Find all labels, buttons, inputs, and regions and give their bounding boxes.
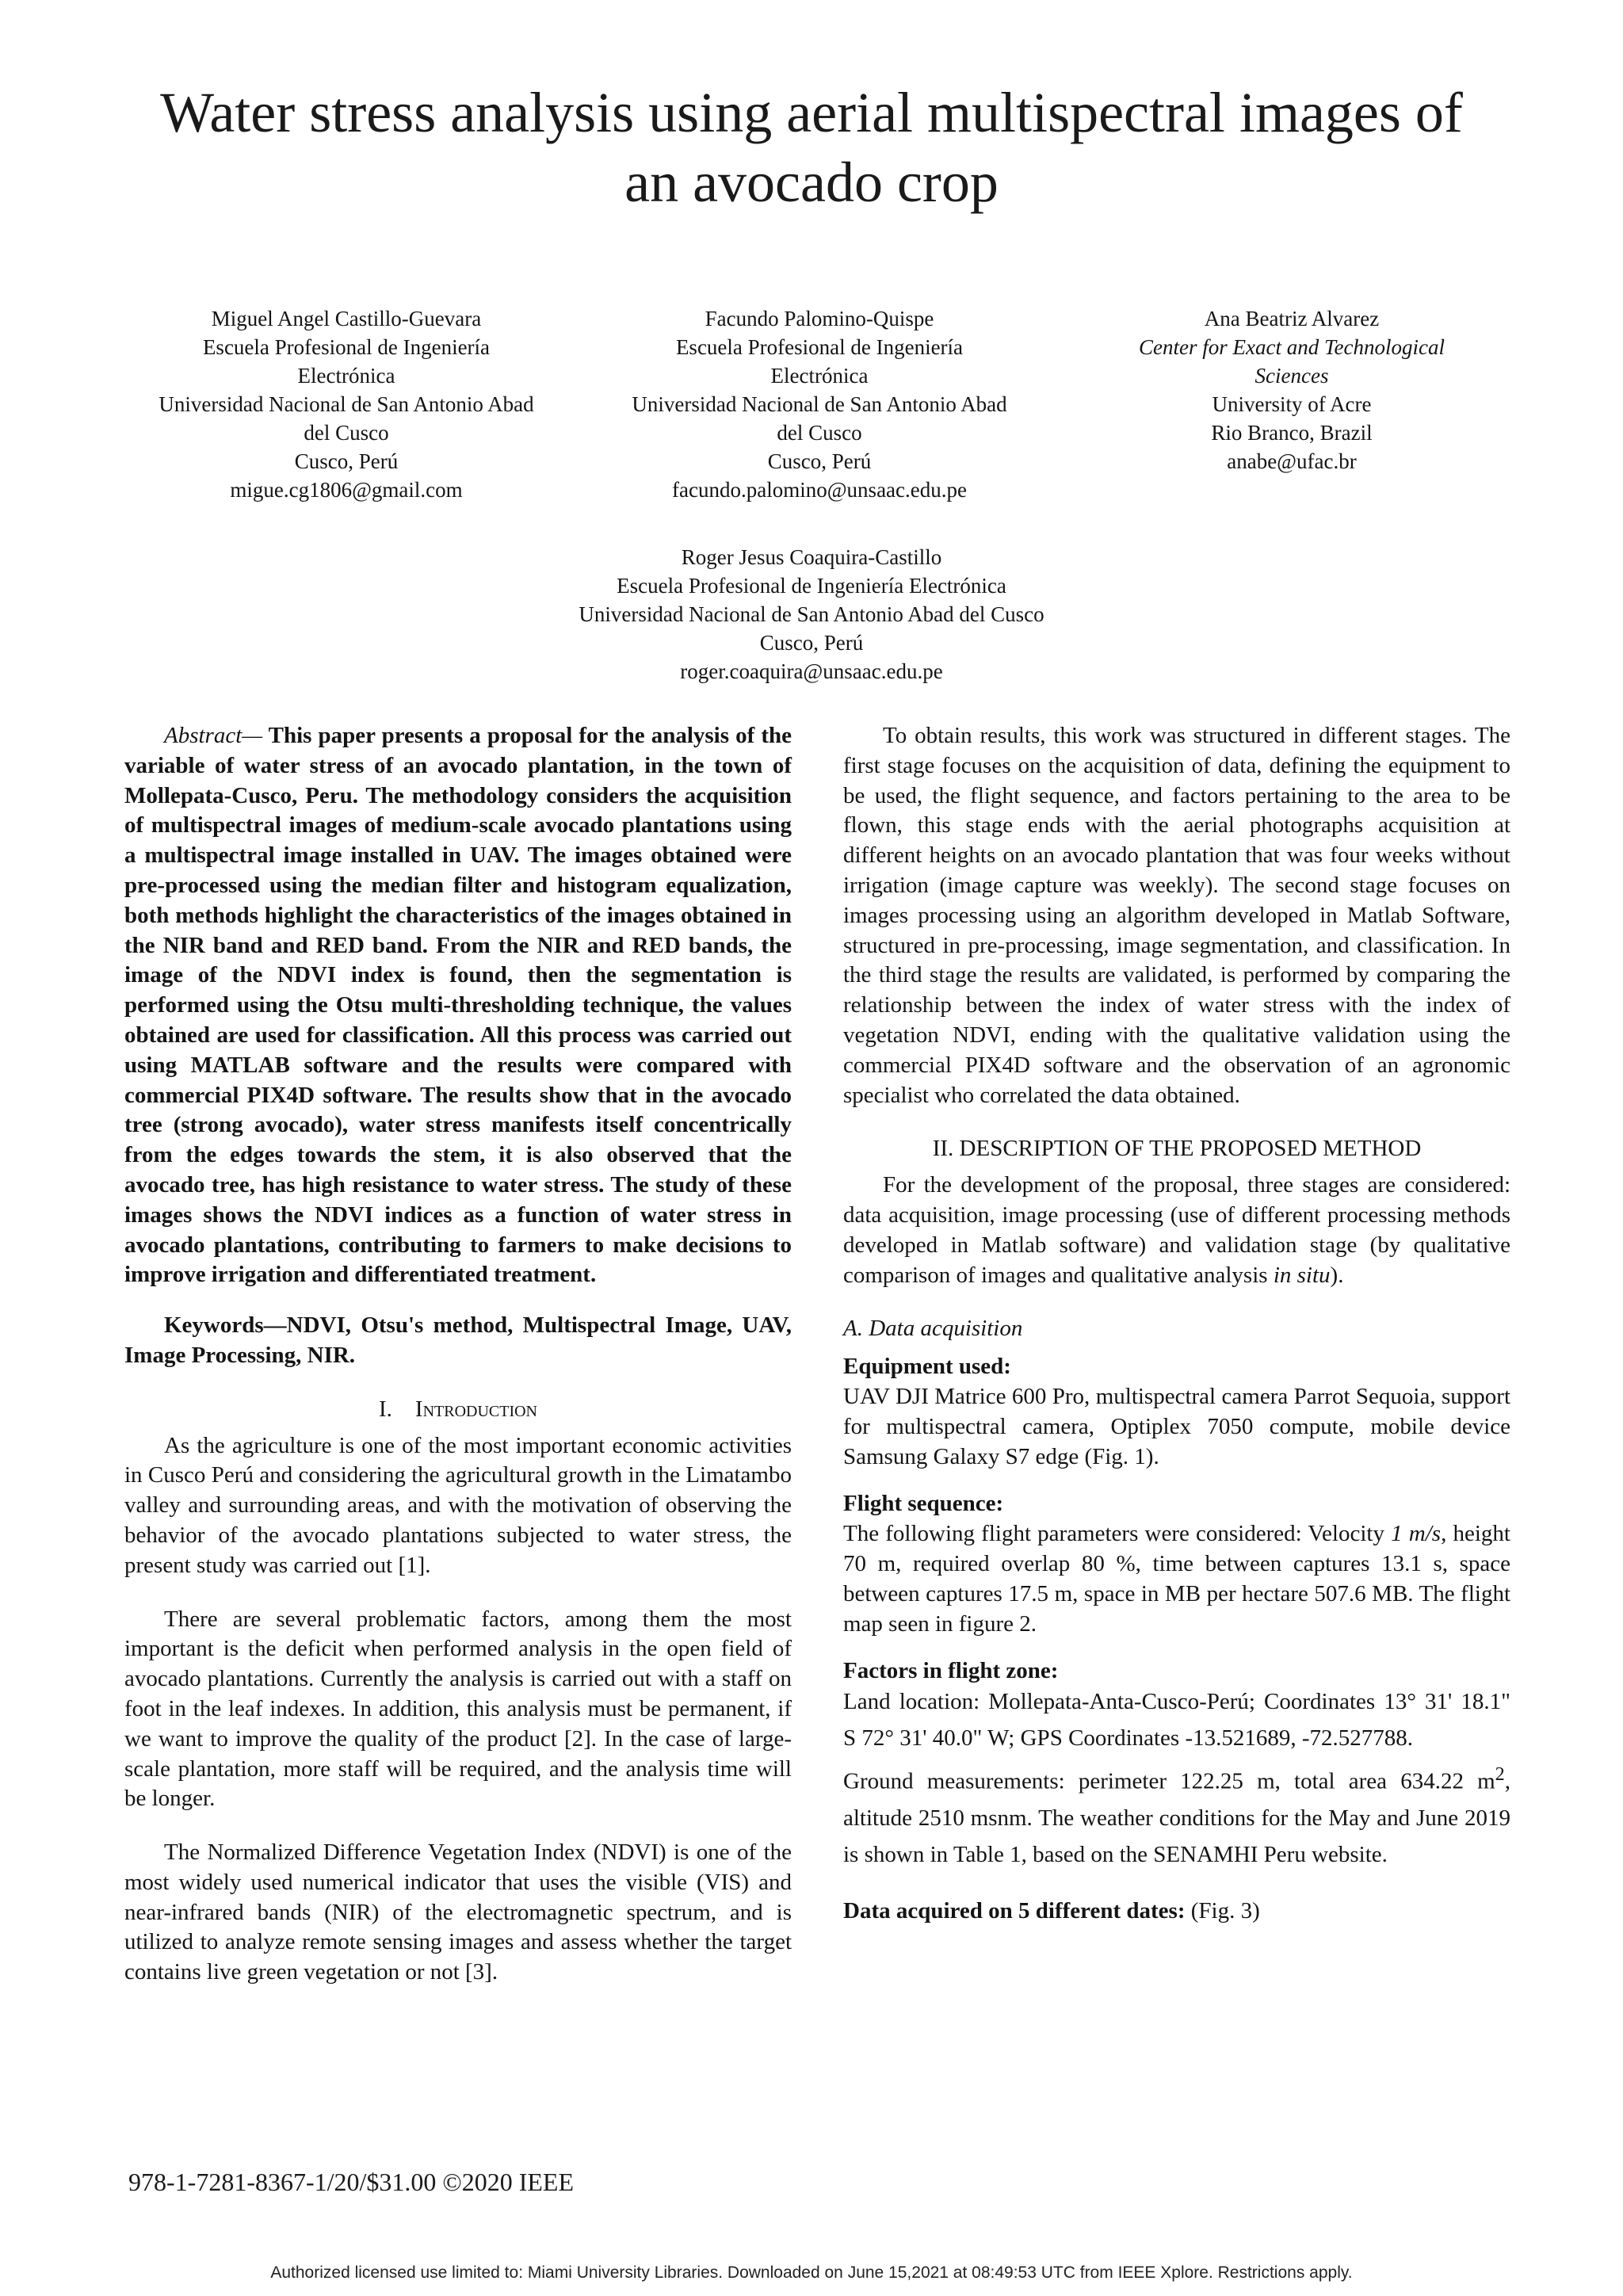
author-block-2 [574, 304, 1065, 504]
keywords: Keywords—NDVI, Otsu's method, Multispectral Image, UAV, Image Processing, NIR. [124, 1312, 792, 1368]
flight-text: The following flight parameters were considered: Velocity [843, 1521, 1392, 1547]
left-column [124, 721, 792, 1988]
author-affiliation-line: Electrónica [297, 364, 395, 388]
factors-body: Land location: Mollepata-Anta-Cusco-Perú; Coordinates 13° 31' 18.1" S 72° 31' 40.0" W; GPS Coordinates -13.521689, -72.527788. [843, 1689, 1510, 1752]
equipment-body: UAV DJI Matrice 600 Pro, multispectral camera Parrot Sequoia, support for multispectral camera, Optiplex 7050 compute, mobile device Samsung Galaxy S7 edge (Fig. 1). [843, 1383, 1510, 1469]
author-affiliation-line: Rio Branco, Brazil [1211, 421, 1373, 445]
paper-title [79, 78, 1544, 217]
author-email: anabe@ufac.br [1227, 449, 1357, 473]
section-title: Introduction [414, 1396, 537, 1422]
data-dates-heading: Data acquired on 5 different dates: [843, 1897, 1186, 1924]
method-text: For the development of the proposal, three stages are considered: data acquisition, image processing (use of different processing methods developed in Matlab software) and validation stage (by qualitative comparison of images and qualitative analysis [843, 1172, 1510, 1288]
author-affiliation-line: Electrónica [770, 364, 869, 388]
intro-paragraph-2: There are several problematic factors, among them the most important is the deficit when performed analysis in the open field of avocado plantations. Currently the analysis is carried out with a staff on foot in the leaf indexes. In addition, this analysis must be permanent, if we want to improve the quality of the product [2]. In the case of large-scale plantation, more staff will be required, and the analysis time will be longer. [124, 1606, 792, 1812]
author-affiliation-line: Escuela Profesional de Ingeniería [202, 335, 491, 359]
equipment-heading: Equipment used: [843, 1354, 1011, 1380]
author-affiliation-line: del Cusco [777, 421, 862, 445]
right-column [843, 721, 1510, 1927]
author-affiliation-line: Center for Exact and Technological [1139, 335, 1445, 359]
author-affiliation-line: University of Acre [1212, 392, 1372, 416]
author-affiliation-line: Universidad Nacional de San Antonio Abad [632, 392, 1007, 416]
copyright-line: 978-1-7281-8367-1/20/$31.00 ©2020 IEEE [128, 2168, 575, 2196]
section-heading-proposed-method: II. DESCRIPTION OF THE PROPOSED METHOD [932, 1136, 1422, 1162]
paper-title-line-1: Water stress analysis using aerial multispectral images of [160, 81, 1463, 144]
author-name: Facundo Palomino-Quispe [705, 307, 934, 330]
author-email: migue.cg1806@gmail.com [230, 478, 463, 502]
author-affiliation-line: Escuela Profesional de Ingeniería Electrónica [617, 574, 1006, 598]
factors-heading: Factors in flight zone: [843, 1658, 1059, 1684]
author-affiliation-line: Universidad Nacional de San Antonio Abad [158, 392, 534, 416]
intro-paragraph-1: As the agriculture is one of the most important economic activities in Cusco Perú and considering the agricultural growth in the Limatambo valley and surrounding areas, and with the motivation of observing the behavior of the avocado plantations subjected to water stress, the present study was carried out [1]. [124, 1432, 792, 1578]
data-dates [843, 1897, 1510, 1927]
flight-velocity: 1 m/s [1391, 1521, 1442, 1547]
ground-text: Ground measurements: perimeter 122.25 m, total area 634.22 m [843, 1768, 1495, 1794]
section-heading-introduction [124, 1395, 792, 1425]
ground-text-end: , altitude 2510 msnm. The weather conditions for the May and June 2019 is shown in Table 1, based on the SENAMHI Peru website. [843, 1768, 1510, 1867]
method-italic: in situ [1273, 1262, 1331, 1288]
author-affiliation-line: Cusco, Perú [767, 449, 872, 473]
author-affiliation-line: del Cusco [304, 421, 389, 445]
intro-paragraph-3: The Normalized Difference Vegetation Index (NDVI) is one of the most widely used numerical indicator that uses the visible (VIS) and near-infrared bands (NIR) of the electromagnetic spectrum, and is utilized to analyze remote sensing images and assess whether the target contains live green vegetation or not [3]. [124, 1839, 792, 1985]
author-affiliation-line: Cusco, Perú [759, 631, 864, 655]
abstract-lead: Abstract— [164, 723, 263, 748]
author-affiliation-line: Sciences [1254, 364, 1329, 388]
section-number: I. [378, 1396, 392, 1422]
abstract [124, 721, 792, 1290]
flight-heading: Flight sequence: [843, 1491, 1004, 1517]
author-email: roger.coaquira@unsaac.edu.pe [680, 659, 943, 683]
stages-paragraph: To obtain results, this work was structured in different stages. The first stage focuses on the acquisition of data, defining the equipment to be used, the flight sequence, and factors pertaining to the area to be flown, this stage ends with the aerial photographs acquisition at different heights on an avocado plantation that was four weeks without irrigation (image capture was weekly). The second stage focuses on images processing using an algorithm developed in Matlab Software, structured in pre-processing, image segmentation, and classification. In the third stage the results are validated, is performed by comparing the relationship between the index of water stress with the index of vegetation NDVI, ending with the qualitative validation using the commercial PIX4D software and the observation of an agronomic specialist who correlated the data obtained. [843, 723, 1510, 1108]
flight-body [843, 1519, 1510, 1639]
method-paragraph [843, 1171, 1510, 1290]
ground-superscript: 2 [1495, 1763, 1505, 1786]
method-text-end: ). [1330, 1262, 1344, 1288]
author-name: Ana Beatriz Alvarez [1204, 307, 1380, 330]
author-name: Roger Jesus Coaquira-Castillo [681, 545, 942, 569]
author-affiliation-line: Cusco, Perú [294, 449, 399, 473]
flight-text-end: , height 70 m, required overlap 80 %, time between captures 13.1 s, space between captures 17.5 m, space in MB per hectare 507.6 MB. The flight map seen in figure 2. [843, 1521, 1510, 1637]
author-block-3 [1046, 304, 1537, 476]
license-line: Authorized licensed use limited to: Miami University Libraries. Downloaded on June 15,2021 at 08:49:53 UTC from IEEE Xplore. Restrictions apply. [270, 2264, 1353, 2282]
abstract-body: This paper presents a proposal for the analysis of the variable of water stress of an avocado plantation, in the town of Mollepata-Cusco, Peru. The methodology considers the acquisition of multispectral images of medium-scale avocado plantations using a multispectral image installed in UAV. The images obtained were pre-processed using the median filter and histogram equalization, both methods highlight the characteristics of the images obtained in the NIR band and RED band. From the NIR and RED bands, the image of the NDVI index is found, then the segmentation is performed using the Otsu multi-thresholding technique, the values obtained are used for classification. All this process was carried out using MATLAB software and the results were compared with commercial PIX4D software. The results show that in the avocado tree (strong avocado), water stress manifests itself concentrically from the edges towards the stem, it is also observed that the avocado tree, has high resistance to water stress. The study of these images shows the NDVI indices as a function of water stress in avocado plantations, contributing to farmers to make decisions to improve irrigation and differentiated treatment. [124, 723, 792, 1288]
author-block-4 [495, 543, 1128, 686]
author-name: Miguel Angel Castillo-Guevara [211, 307, 482, 330]
subsection-heading-data-acquisition: A. Data acquisition [843, 1316, 1023, 1342]
author-email: facundo.palomino@unsaac.edu.pe [672, 478, 967, 502]
ground-measurements [843, 1756, 1510, 1873]
paper-title-line-2: an avocado crop [624, 151, 999, 214]
data-dates-ref: (Fig. 3) [1185, 1897, 1260, 1924]
author-affiliation-line: Universidad Nacional de San Antonio Abad del Cusco [579, 602, 1044, 626]
author-block-1 [101, 304, 592, 504]
author-affiliation-line: Escuela Profesional de Ingeniería [675, 335, 964, 359]
